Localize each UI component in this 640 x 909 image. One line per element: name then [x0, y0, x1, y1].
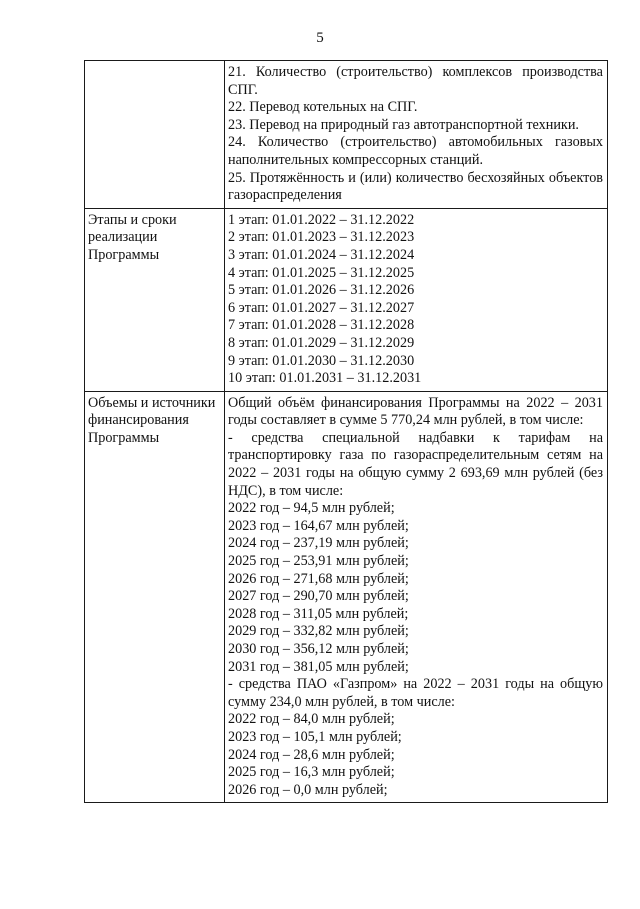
- funding-year-item: 2031 год – 381,05 млн рублей;: [228, 658, 409, 675]
- funding-intro: Общий объём финансирования Программы на 2022 – 2031 годы составляет в сумме 5 770,24 млн рублей, в том числе:: [228, 394, 603, 429]
- indicator-item: 25. Протяжённость и (или) количество бесхозяйных объектов газораспределения: [228, 169, 603, 204]
- funding-source-tariff-intro: - средства специальной надбавки к тарифам на транспортировку газа по газораспределительным сетям на 2022 – 2031 годы на общую сумму 2 693,69 млн рублей (без НДС), в том числе:: [228, 429, 603, 499]
- stage-item: 8 этап: 01.01.2029 – 31.12.2029: [228, 334, 415, 351]
- indicator-item: 22. Перевод котельных на СПГ.: [228, 99, 418, 116]
- funding-source-gazprom-intro: - средства ПАО «Газпром» на 2022 – 2031 годы на общую сумму 234,0 млн рублей, в том числе:: [228, 676, 603, 710]
- stage-item: 3 этап: 01.01.2024 – 31.12.2024: [228, 246, 415, 263]
- indicator-item: 21. Количество (строительство) комплексов производства СПГ.: [228, 64, 603, 98]
- stages-row: [85, 208, 608, 391]
- program-passport-table: [84, 60, 608, 803]
- funding-year-item: 2024 год – 237,19 млн рублей;: [228, 535, 409, 552]
- indicators-content-cell: [225, 61, 608, 209]
- funding-year-item: 2026 год – 0,0 млн рублей;: [228, 781, 388, 798]
- funding-year-item: 2025 год – 16,3 млн рублей;: [228, 764, 395, 781]
- funding-year-item: 2024 год – 28,6 млн рублей;: [228, 746, 395, 763]
- funding-year-item: 2030 год – 356,12 млн рублей;: [228, 641, 409, 657]
- funding-year-item: 2023 год – 105,1 млн рублей;: [228, 728, 402, 745]
- funding-content-cell: [225, 391, 608, 803]
- funding-year-item: 2027 год – 290,70 млн рублей;: [228, 588, 409, 605]
- indicators-label-cell: [85, 61, 225, 209]
- stages-content-cell: [225, 208, 608, 391]
- stage-item: 10 этап: 01.01.2031 – 31.12.2031: [228, 370, 422, 387]
- stage-item: 4 этап: 01.01.2025 – 31.12.2025: [228, 264, 415, 281]
- page-number: 5: [316, 30, 324, 46]
- funding-year-item: 2022 год – 84,0 млн рублей;: [228, 711, 395, 728]
- indicator-item: 24. Количество (строительство) автомобильных газовых наполнительных компрессорных станций.: [228, 134, 603, 168]
- funding-year-item: 2029 год – 332,82 млн рублей;: [228, 623, 409, 640]
- stage-item: 9 этап: 01.01.2030 – 31.12.2030: [228, 352, 415, 369]
- indicators-row: [85, 61, 608, 209]
- funding-year-item: 2028 год – 311,05 млн рублей;: [228, 605, 409, 622]
- stages-label-cell: Этапы и сроки реализации Программы: [85, 208, 225, 391]
- funding-year-item: 2025 год – 253,91 млн рублей;: [228, 553, 409, 570]
- funding-row: [85, 391, 608, 803]
- stage-item: 5 этап: 01.01.2026 – 31.12.2026: [228, 282, 415, 299]
- stage-item: 6 этап: 01.01.2027 – 31.12.2027: [228, 299, 415, 316]
- funding-year-item: 2023 год – 164,67 млн рублей;: [228, 517, 409, 534]
- indicator-item: 23. Перевод на природный газ автотранспортной техники.: [228, 116, 579, 133]
- funding-year-item: 2022 год – 94,5 млн рублей;: [228, 500, 395, 517]
- stage-item: 1 этап: 01.01.2022 – 31.12.2022: [228, 211, 415, 228]
- funding-year-item: 2026 год – 271,68 млн рублей;: [228, 570, 409, 587]
- stage-item: 7 этап: 01.01.2028 – 31.12.2028: [228, 317, 415, 334]
- stage-item: 2 этап: 01.01.2023 – 31.12.2023: [228, 229, 415, 246]
- funding-label-cell: Объемы и источники финансирования Программы: [85, 391, 225, 803]
